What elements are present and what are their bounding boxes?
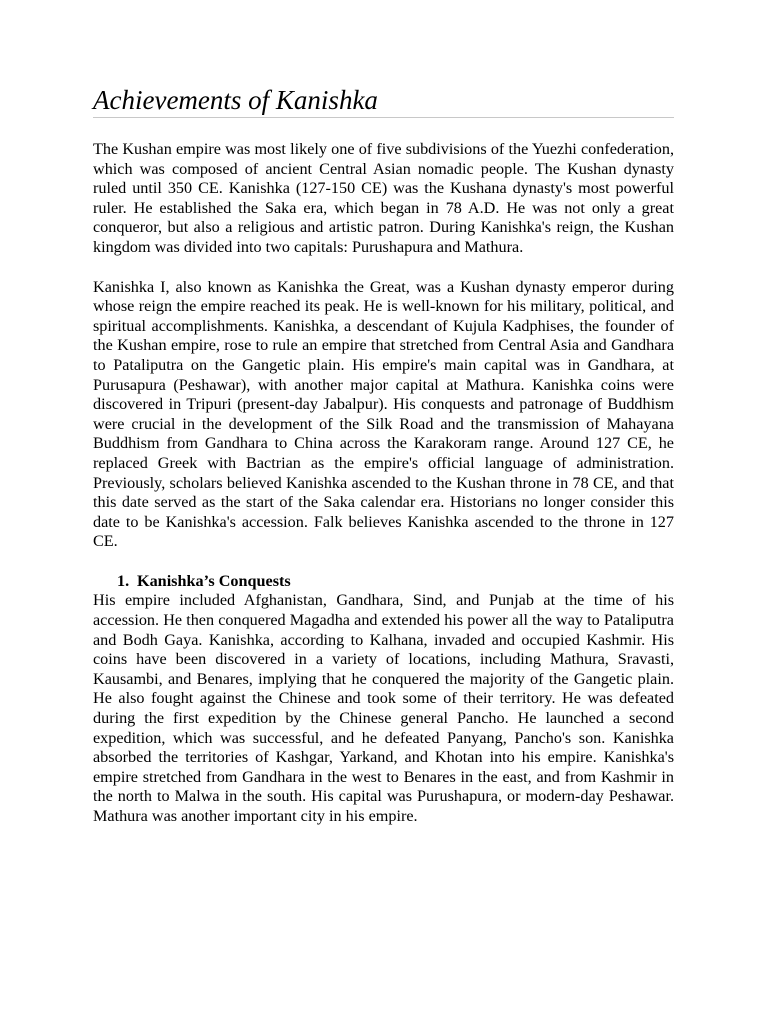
conquests-paragraph: His empire included Afghanistan, Gandhara, Sind, and Punjab at the time of his accession. He then conquered Magadha and extended his power all the way to Pataliputra and Bodh Gaya. Kanishka, according to Kalhana, invaded and occupied Kashmir. His coins have been discovered in a variety of locations, including Mathura, Sravasti, Kausambi, and Benares, implying that he conquered the majority of the Gangetic plain. He also fought against the Chinese and took some of their territory. He was defeated during the first expedition by the Chinese general Pancho. He launched a second expedition, which was successful, and he defeated Panyang, Pancho's son. Kanishka absorbed the territories of Kashgar, Yarkand, and Khotan into his empire. Kanishka's empire stretched from Gandhara in the west to Benares in the east, and from Kashmir in the north to Malwa in the south. His capital was Purushapura, or modern-day Peshawar. Mathura was another important city in his empire.	[93, 591, 674, 825]
intro-paragraph: The Kushan empire was most likely one of five subdivisions of the Yuezhi confederation, which was composed of ancient Central Asian nomadic people. The Kushan dynasty ruled until 350 CE. Kanishka (127-150 CE) was the Kushana dynasty's most powerful ruler. He established the Saka era, which began in 78 A.D. He was not only a great conqueror, but also a religious and artistic patron. During Kanishka's reign, the Kushan kingdom was divided into two capitals: Purushapura and Mathura.	[93, 140, 674, 256]
section-number: 1.	[117, 571, 130, 590]
page-title: Achievements of Kanishka	[93, 84, 674, 118]
document-page	[93, 84, 674, 827]
section-heading-conquests	[93, 572, 674, 592]
section-title: Kanishka’s Conquests	[137, 571, 291, 590]
kanishka-biography-paragraph: Kanishka I, also known as Kanishka the Great, was a Kushan dynasty emperor during whose reign the empire reached its peak. He is well-known for his military, political, and spiritual accomplishments. Kanishka, a descendant of Kujula Kadphises, the founder of the Kushan empire, rose to rule an empire that stretched from Central Asia and Gandhara to Pataliputra on the Gangetic plain. His empire's main capital was in Gandhara, at Purusapura (Peshawar), with another major capital at Mathura. Kanishka coins were discovered in Tripuri (present-day Jabalpur). His conquests and patronage of Buddhism were crucial in the development of the Silk Road and the transmission of Mahayana Buddhism from Gandhara to China across the Karakoram range. Around 127 CE, he replaced Greek with Bactrian as the empire's official language of administration. Previously, scholars believed Kanishka ascended to the Kushan throne in 78 CE, and that this date served as the start of the Saka calendar era. Historians no longer consider this date to be Kanishka's accession. Falk believes Kanishka ascended to the throne in 127 CE.	[93, 277, 674, 551]
